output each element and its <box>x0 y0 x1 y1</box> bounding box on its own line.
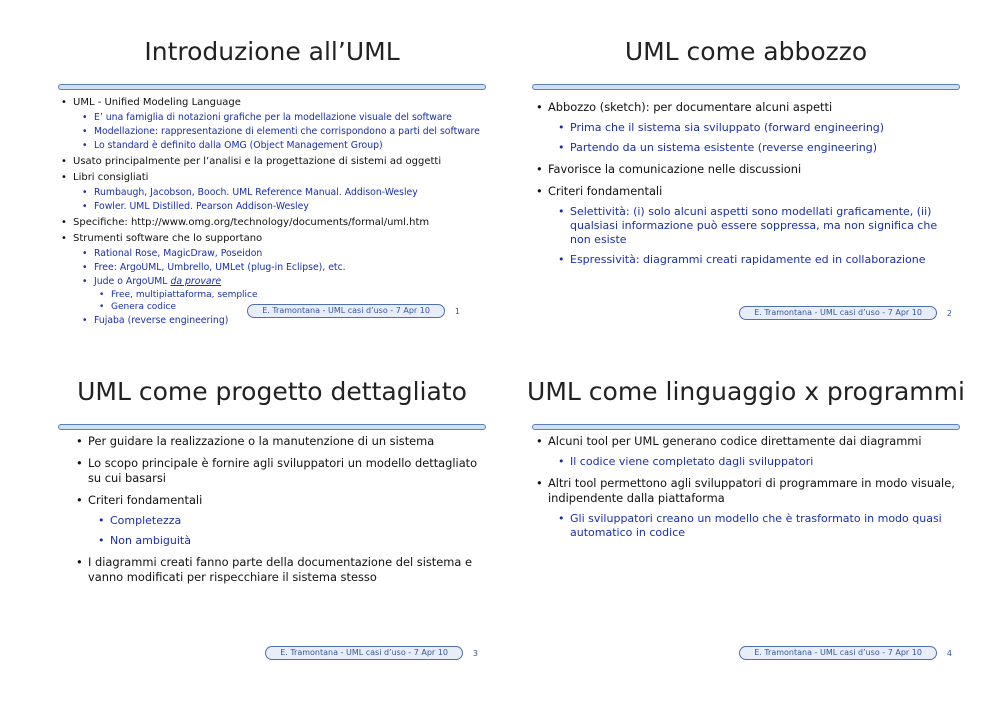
bullet <box>534 184 960 267</box>
bullet-text: Abbozzo (sketch): per documentare alcuni aspetti <box>548 100 833 114</box>
footer-label: E. Tramontana - UML casi d’uso - 7 Apr 10 <box>739 306 937 320</box>
slide-body <box>60 96 486 330</box>
bullet-text: Libri consigliati <box>73 172 149 183</box>
sub-bullet: • Partendo da un sistema esistente (reverse engineering) <box>556 141 960 155</box>
bullet <box>534 434 960 469</box>
sub-bullet: • Lo standard è definito dalla OMG (Object Management Group) <box>81 140 486 152</box>
bullet: • Favorisce la comunicazione nelle discussioni <box>534 162 960 177</box>
slide-1 <box>52 32 492 332</box>
slide-title: UML come linguaggio x programmi <box>527 377 965 406</box>
bullet-text: Strumenti software che lo supportano <box>73 233 263 244</box>
sub-bullet: • Fujaba (reverse engineering) <box>81 315 486 327</box>
slide-footer <box>739 646 952 660</box>
slide-body <box>534 100 960 274</box>
sub-sub-bullet: • Genera codice <box>98 302 486 313</box>
page-number: 1 <box>454 306 460 316</box>
sub-bullet: • Non ambiguità <box>96 534 486 548</box>
bullet-text: Alcuni tool per UML generano codice direttamente dai diagrammi <box>548 434 922 448</box>
slide-title: Introduzione all’UML <box>144 37 400 66</box>
footer-label: E. Tramontana - UML casi d’uso - 7 Apr 10 <box>739 646 937 660</box>
bullet-text: Criteri fondamentali <box>548 184 663 198</box>
bullet <box>534 476 960 540</box>
bullet-text: Criteri fondamentali <box>88 493 203 507</box>
slide-title: UML come progetto dettagliato <box>77 377 467 406</box>
bullet: • Lo scopo principale è fornire agli sviluppatori un modello dettagliato su cui basarsi <box>74 456 486 486</box>
title-divider <box>532 84 960 90</box>
bullet: • Usato principalmente per l’analisi e la progettazione di sistemi ad oggetti <box>60 155 486 168</box>
bullet <box>60 96 486 152</box>
bullet <box>74 493 486 548</box>
page-number: 4 <box>946 648 952 658</box>
slide-body <box>74 434 486 592</box>
slide-title: UML come abbozzo <box>624 37 868 66</box>
bullet-text: Altri tool permettono agli sviluppatori di programmare in modo visuale, indipendente dalla piattaforma <box>548 476 955 505</box>
bullet: • I diagrammi creati fanno parte della documentazione del sistema e vanno modificati per rispecchiare il sistema stesso <box>74 555 486 585</box>
sub-bullet: • Prima che il sistema sia sviluppato (forward engineering) <box>556 121 960 135</box>
slide-4 <box>526 372 966 672</box>
sub-bullet: • Selettività: (i) solo alcuni aspetti sono modellati graficamente, (ii) qualsiasi informazione può essere soppressa, ma non significa che non esiste <box>556 205 960 247</box>
bullet: • Specifiche: http://www.omg.org/technology/documents/formal/uml.htm <box>60 216 486 229</box>
bullet: • Per guidare la realizzazione o la manutenzione di un sistema <box>74 434 486 449</box>
footer-label: E. Tramontana - UML casi d’uso - 7 Apr 10 <box>265 646 463 660</box>
sub-bullet: • Gli sviluppatori creano un modello che è trasformato in modo quasi automatico in codice <box>556 512 960 540</box>
sub-bullet: • Fowler. UML Distilled. Pearson Addison-Wesley <box>81 201 486 213</box>
bullet <box>534 100 960 155</box>
slide-footer <box>265 646 478 660</box>
footer-label: E. Tramontana - UML casi d’uso - 7 Apr 10 <box>247 304 445 318</box>
emphasis-link[interactable]: da provare <box>170 276 222 287</box>
slide-2 <box>526 32 966 332</box>
title-divider <box>532 424 960 430</box>
sub-bullet: • Il codice viene completato dagli sviluppatori <box>556 455 960 469</box>
sub-bullet: • Espressività: diagrammi creati rapidamente ed in collaborazione <box>556 253 960 267</box>
sub-bullet: • E’ una famiglia di notazioni grafiche per la modellazione visuale del software <box>81 112 486 124</box>
slide-3 <box>52 372 492 672</box>
sub-sub-bullet: • Free, multipiattaforma, semplice <box>98 290 486 301</box>
bullet-text: UML - Unified Modeling Language <box>73 97 241 108</box>
sub-bullet: • Rumbaugh, Jacobson, Booch. UML Reference Manual. Addison-Wesley <box>81 187 486 199</box>
page-number: 3 <box>472 648 478 658</box>
sub-bullet: • Rational Rose, MagicDraw, Poseidon <box>81 248 486 260</box>
slide-footer <box>247 304 460 318</box>
sub-bullet: • Modellazione: rappresentazione di elementi che corrispondono a parti del software <box>81 126 486 138</box>
page-number: 2 <box>946 308 952 318</box>
bullet <box>60 171 486 213</box>
bullet-text: Jude o ArgoUML <box>94 276 171 287</box>
sub-bullet: • Completezza <box>96 514 486 528</box>
title-divider <box>58 84 486 90</box>
slide-body <box>534 434 960 547</box>
title-divider <box>58 424 486 430</box>
sub-bullet: • Free: ArgoUML, Umbrello, UMLet (plug-in Eclipse), etc. <box>81 262 486 274</box>
slide-footer <box>739 306 952 320</box>
